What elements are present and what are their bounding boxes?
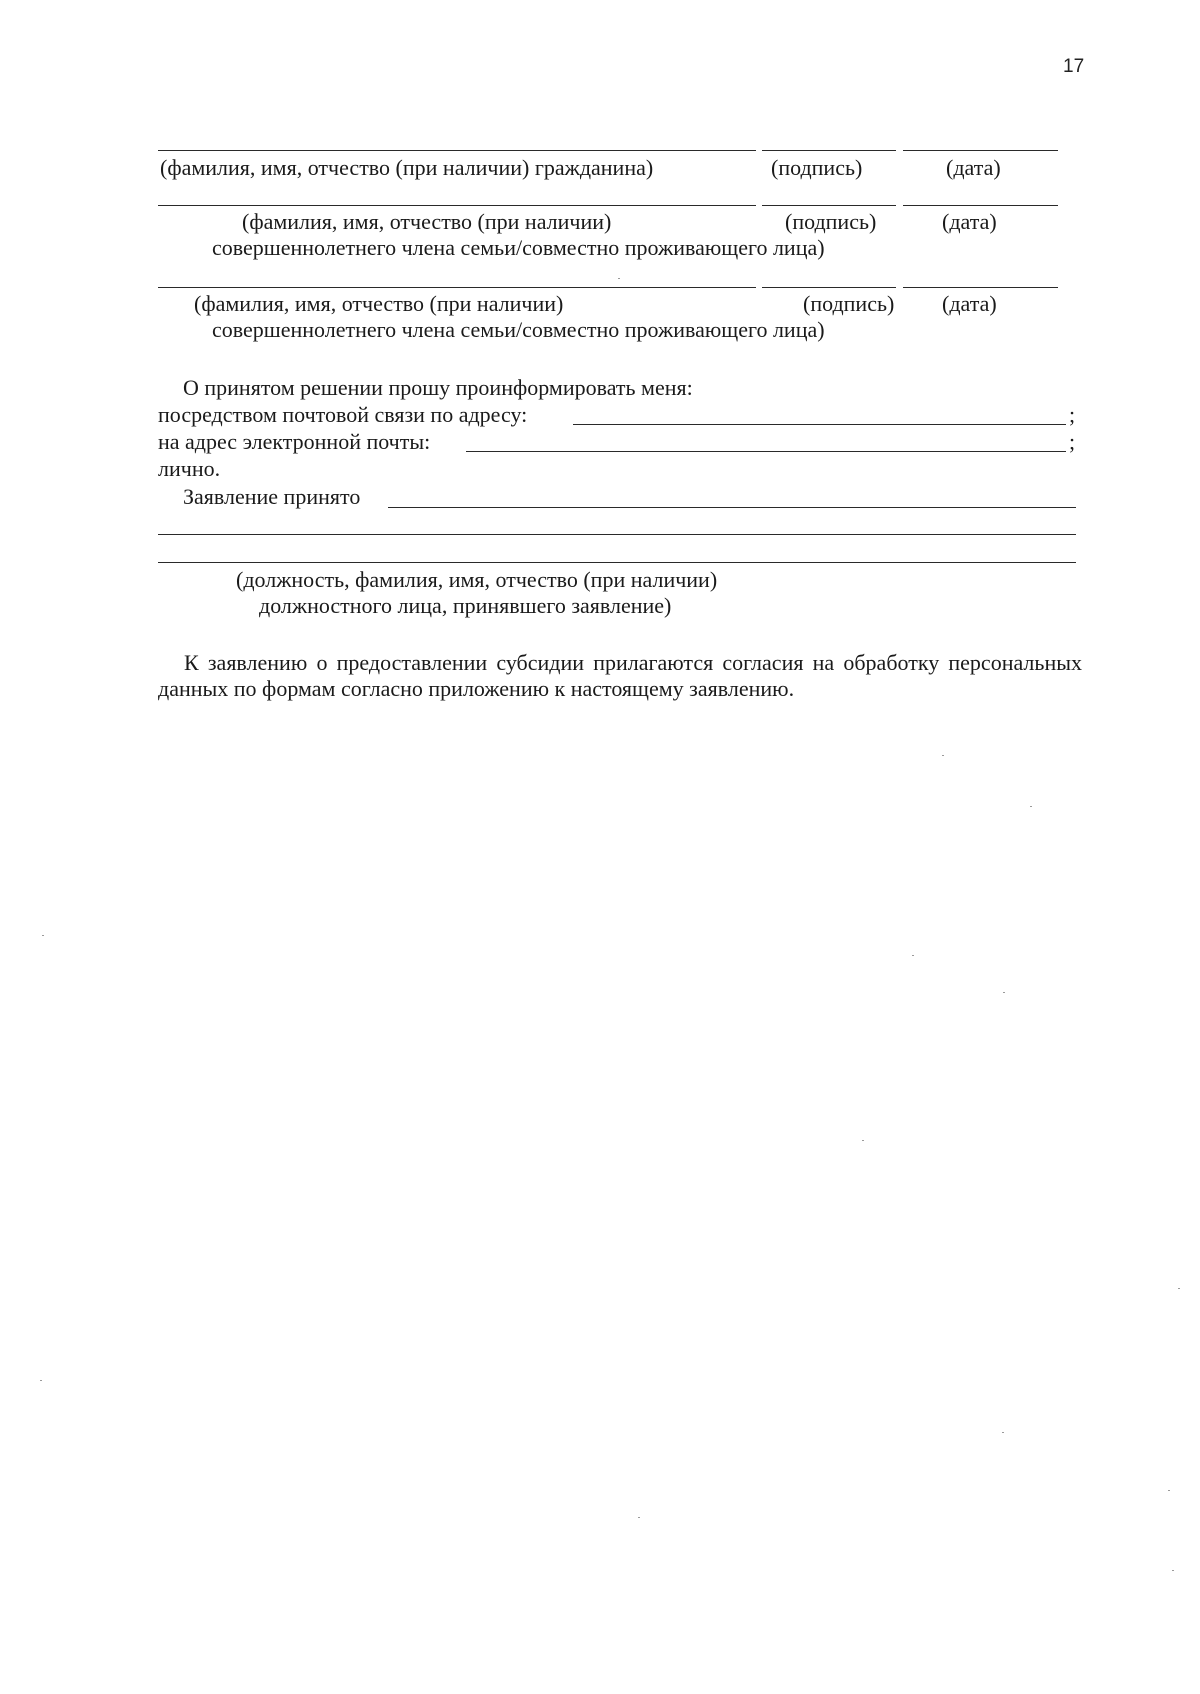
in-person-option: лично. <box>158 456 221 481</box>
speck <box>618 278 620 279</box>
notification-intro: О принятом решении прошу проинформировать меня: <box>183 375 693 400</box>
name-line[interactable] <box>158 287 756 288</box>
speck <box>1168 1490 1170 1491</box>
speck <box>42 935 44 936</box>
name-caption-line2: совершеннолетнего члена семьи/совместно проживающего лица) <box>212 235 825 260</box>
date-caption: (дата) <box>942 291 997 316</box>
signature-caption: (подпись) <box>785 209 877 234</box>
speck <box>862 1140 864 1141</box>
accepted-by-field-line3[interactable] <box>158 562 1076 563</box>
date-line[interactable] <box>903 287 1058 288</box>
date-caption: (дата) <box>942 209 997 234</box>
speck <box>1030 806 1032 807</box>
name-caption: (фамилия, имя, отчество (при наличии) <box>242 209 612 234</box>
date-line[interactable] <box>903 150 1058 151</box>
signature-line[interactable] <box>762 287 896 288</box>
postal-address-field[interactable] <box>573 424 1066 425</box>
speck <box>40 1380 42 1381</box>
signature-line[interactable] <box>762 150 896 151</box>
name-caption: (фамилия, имя, отчество (при наличии) гражданина) <box>160 155 654 180</box>
signature-line[interactable] <box>762 205 896 206</box>
signature-caption: (подпись) <box>771 155 863 180</box>
accepted-caption-line2: должностного лица, принявшего заявление) <box>259 593 672 618</box>
name-line[interactable] <box>158 205 756 206</box>
speck <box>1178 1288 1180 1289</box>
accepted-by-field-line2[interactable] <box>158 534 1076 535</box>
email-label: на адрес электронной почты: <box>158 429 431 454</box>
accepted-by-field[interactable] <box>388 507 1076 508</box>
speck <box>638 1517 640 1518</box>
date-line[interactable] <box>903 205 1058 206</box>
signature-caption: (подпись) <box>803 291 895 316</box>
closing-paragraph: К заявлению о предоставлении субсидии прилагаются согласия на обработку персональных данных по формам согласно приложению к настоящему заявлению. <box>158 650 1082 701</box>
date-caption: (дата) <box>946 155 1001 180</box>
postal-separator: ; <box>1069 402 1076 427</box>
speck <box>1002 1432 1004 1433</box>
postal-label: посредством почтовой связи по адресу: <box>158 402 528 427</box>
speck <box>942 755 944 756</box>
speck <box>912 955 914 956</box>
name-caption: (фамилия, имя, отчество (при наличии) <box>194 291 564 316</box>
accepted-label: Заявление принято <box>183 484 361 509</box>
accepted-caption-line1: (должность, фамилия, имя, отчество (при наличии) <box>236 567 718 592</box>
speck <box>1172 1570 1174 1571</box>
name-caption-line2: совершеннолетнего члена семьи/совместно проживающего лица) <box>212 317 825 342</box>
email-address-field[interactable] <box>466 451 1066 452</box>
email-separator: ; <box>1069 429 1076 454</box>
speck <box>1003 992 1005 993</box>
page-number: 17 <box>1063 56 1085 77</box>
name-line[interactable] <box>158 150 756 151</box>
